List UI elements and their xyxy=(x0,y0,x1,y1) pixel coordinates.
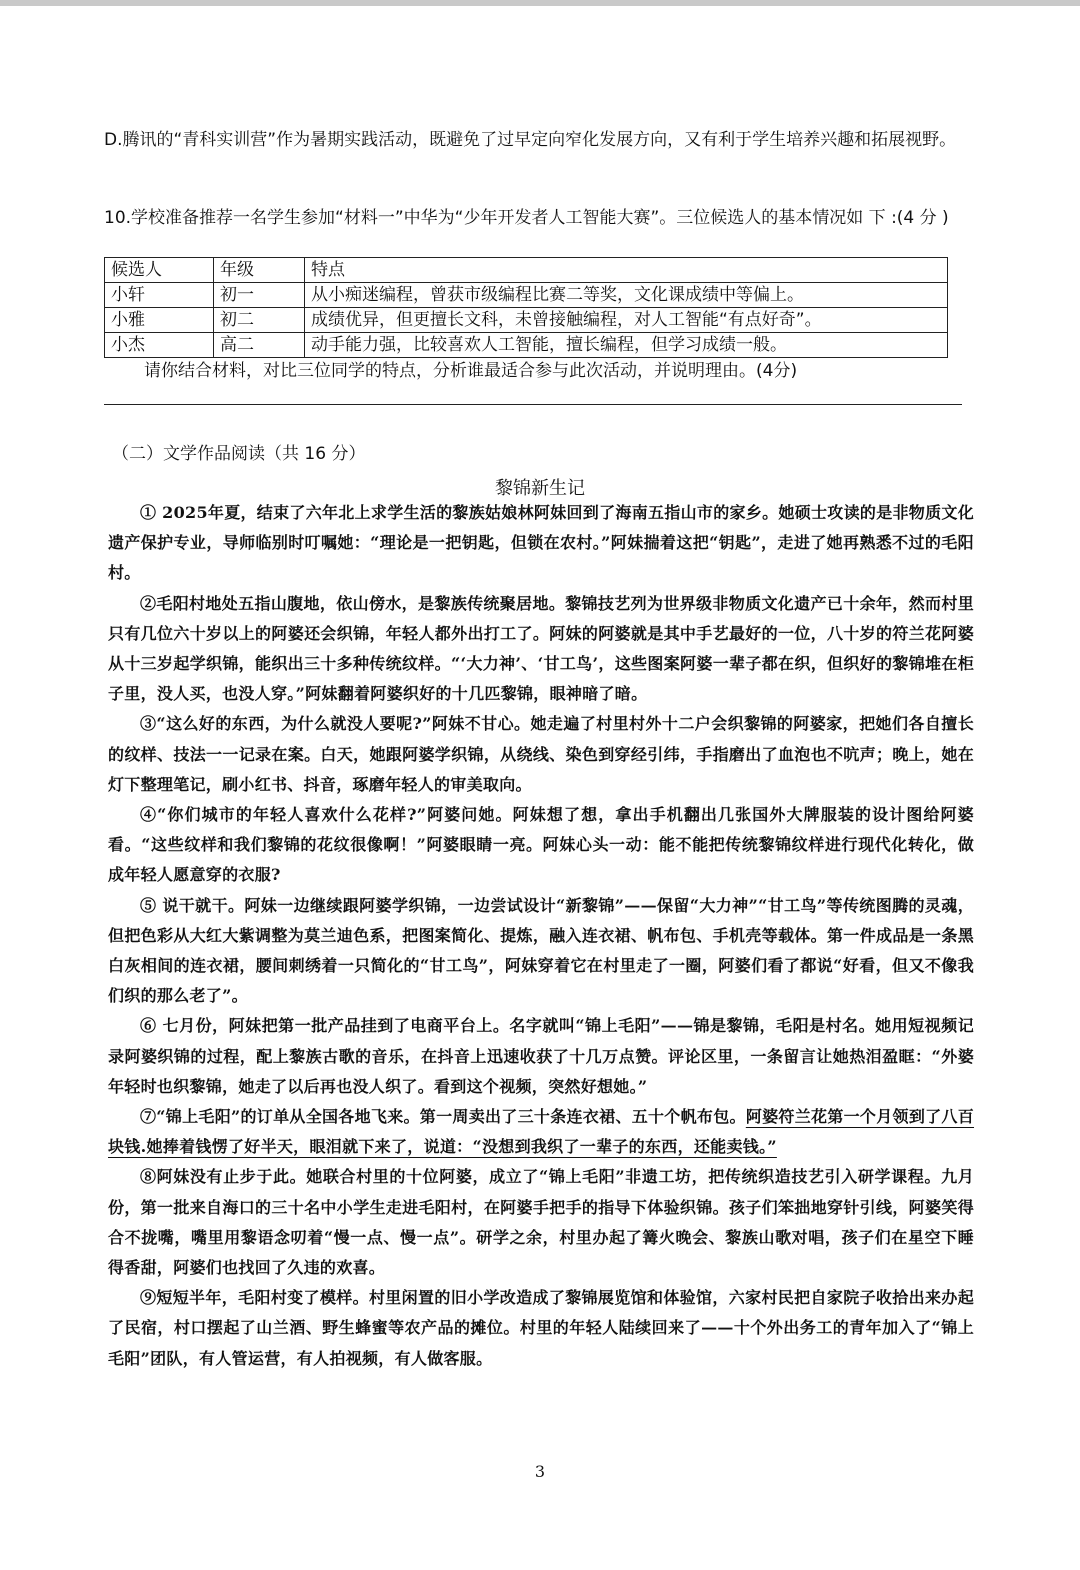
story-paragraph: ⑧阿妹没有止步于此。她联合村里的十位阿婆，成立了“锦上毛阳”非遗工坊，把传统织造技艺引入研学课程。九月份，第一批来自海口的三十名中小学生走进毛阳村，在阿婆手把手的指导下体验织锦。孩子们笨拙地穿针引线，阿婆笑得合不拢嘴，嘴里用黎语念叨着“慢一点、慢一点”。研学之余，村里办起了篝火晚会、黎族山歌对唱，孩子们在星空下睡得香甜，阿婆们也找回了久违的欢喜。 xyxy=(108,1167,974,1278)
story-paragraph: ⑨短短半年，毛阳村变了模样。村里闲置的旧小学改造成了黎锦展览馆和体验馆，六家村民把自家院子收拾出来办起了民宿，村口摆起了山兰酒、野生蜂蜜等农产品的摊位。村里的年轻人陆续回来了——十个外出务工的青年加入了“锦上毛阳”团队，有人管运营，有人拍视频，有人做客服。 xyxy=(108,1288,974,1368)
p7-underlined-text: 阿婆符兰花第一个月领到了八百块钱.她捧着钱愣了好半天，眼泪就下来了，说道：“没想到我织了一辈子的东西，还能卖钱。” xyxy=(108,1107,975,1157)
section-heading xyxy=(112,440,984,468)
page-number: 3 xyxy=(534,1462,546,1481)
table-cell: 高二 xyxy=(214,333,305,358)
table-header-cell: 年级 xyxy=(214,258,305,283)
table-cell: 初二 xyxy=(214,308,305,333)
table-cell: 小雅 xyxy=(105,308,214,333)
table-header-row xyxy=(105,258,948,283)
question-10 xyxy=(104,204,976,232)
table-header-cell: 候选人 xyxy=(105,258,214,283)
story-body xyxy=(108,498,974,1374)
answer-line xyxy=(104,404,962,405)
table-row xyxy=(105,333,948,358)
table-cell: 小杰 xyxy=(105,333,214,358)
story-paragraph: ⑤ 说干就干。阿妹一边继续跟阿婆学织锦，一边尝试设计“新黎锦”——保留“大力神”“甘工鸟”等传统图腾的灵魂，但把色彩从大红大紫调整为莫兰迪色系，把图案简化、提炼，融入连衣裙、帆布包、手机壳等载体。第一件成品是一条黑白灰相间的连衣裙，腰间刺绣着一只简化的“甘工鸟”，阿妹穿着它在村里走了一圈，阿婆们看了都说“好看，但又不像我们织的那么老了”。 xyxy=(108,895,974,1006)
table-row xyxy=(105,308,948,333)
story-paragraph: ⑥ 七月份，阿妹把第一批产品挂到了电商平台上。名字就叫“锦上毛阳”——锦是黎锦，毛阳是村名。她用短视频记录阿婆织锦的过程，配上黎族古歌的音乐，在抖音上迅速收获了十几万点赞。评论区里，一条留言让她热泪盈眶：“外婆年轻时也织黎锦，她走了以后再也没人织了。看到这个视频，突然好想她。” xyxy=(108,1016,974,1096)
table-header-cell: 特点 xyxy=(305,258,948,283)
story-paragraph: ④“你们城市的年轻人喜欢什么花样?”阿婆问她。阿妹想了想，拿出手机翻出几张国外大牌服装的设计图给阿婆看。“这些纹样和我们黎锦的花纹很像啊！”阿婆眼睛一亮。阿妹心头一动：能不能把传统黎锦纹样进行现代化转化，做成年轻人愿意穿的衣服? xyxy=(108,805,974,885)
candidate-table-wrap xyxy=(104,257,950,358)
story-paragraph: ① 2025年夏，结束了六年北上求学生活的黎族姑娘林阿妹回到了海南五指山市的家乡。她硕士攻读的是非物质文化遗产保护专业，导师临别时叮嘱她：“理论是一把钥匙，但锁在农村。”阿妹揣着这把“钥匙”，走进了她再熟悉不过的毛阳村。 xyxy=(108,503,975,583)
story-title: 黎锦新生记 xyxy=(495,478,585,499)
instruction-text: 请你结合材料，对比三位同学的特点，分析谁最适合参与此次活动，并说明理由。(4分) xyxy=(144,361,798,381)
option-d-text: D.腾讯的“青科实训营”作为暑期实践活动，既避免了过早定向窄化发展方向，又有利于学生培养兴趣和拓展视野。 xyxy=(104,130,957,150)
table-cell: 小轩 xyxy=(105,283,214,308)
table-cell: 动手能力强，比较喜欢人工智能，擅长编程，但学习成绩一般。 xyxy=(305,333,948,358)
story-paragraph-7 xyxy=(108,1102,974,1162)
question-10-instruction xyxy=(144,357,964,385)
table-cell: 初一 xyxy=(214,283,305,308)
question-10-prompt: 10.学校准备推荐一名学生参加“材料一”中华为“少年开发者人工智能大赛”。三位候选人的基本情况如 下 :(4 分 ) xyxy=(104,208,949,228)
table-cell: 从小痴迷编程，曾获市级编程比赛二等奖，文化课成绩中等偏上。 xyxy=(305,283,948,308)
candidate-table xyxy=(104,257,948,358)
option-d xyxy=(104,126,976,154)
story-paragraph: ②毛阳村地处五指山腹地，依山傍水，是黎族传统聚居地。黎锦技艺列为世界级非物质文化遗产已十余年，然而村里只有几位六十岁以上的阿婆还会织锦，年轻人都外出打工了。阿妹的阿婆就是其中手艺最好的一位，八十岁的符兰花阿婆从十三岁起学织锦，能织出三十多种传统纹样。“‘大力神’、‘甘工鸟’，这些图案阿婆一辈子都在织，但织好的黎锦堆在柜子里，没人买，也没人穿。”阿妹翻着阿婆织好的十几匹黎锦，眼神暗了暗。 xyxy=(108,593,974,704)
p7-lead-text: ⑦“锦上毛阳”的订单从全国各地飞来。第一周卖出了三十条连衣裙、五十个帆布包。 xyxy=(140,1107,746,1127)
table-row xyxy=(105,283,948,308)
section-heading-text: （二）文学作品阅读（共 16 分） xyxy=(112,444,366,464)
story-paragraph: ③“这么好的东西，为什么就没人要呢?”阿妹不甘心。她走遍了村里村外十二户会织黎锦的阿婆家，把她们各自擅长的纹样、技法一一记录在案。白天，她跟阿婆学织锦，从绕线、染色到穿经引纬，手指磨出了血泡也不吭声；晚上，她在灯下整理笔记，刷小红书、抖音，琢磨年轻人的审美取向。 xyxy=(108,714,974,794)
table-cell: 成绩优异，但更擅长文科，未曾接触编程，对人工智能“有点好奇”。 xyxy=(305,308,948,333)
top-edge-bar xyxy=(0,0,1080,6)
